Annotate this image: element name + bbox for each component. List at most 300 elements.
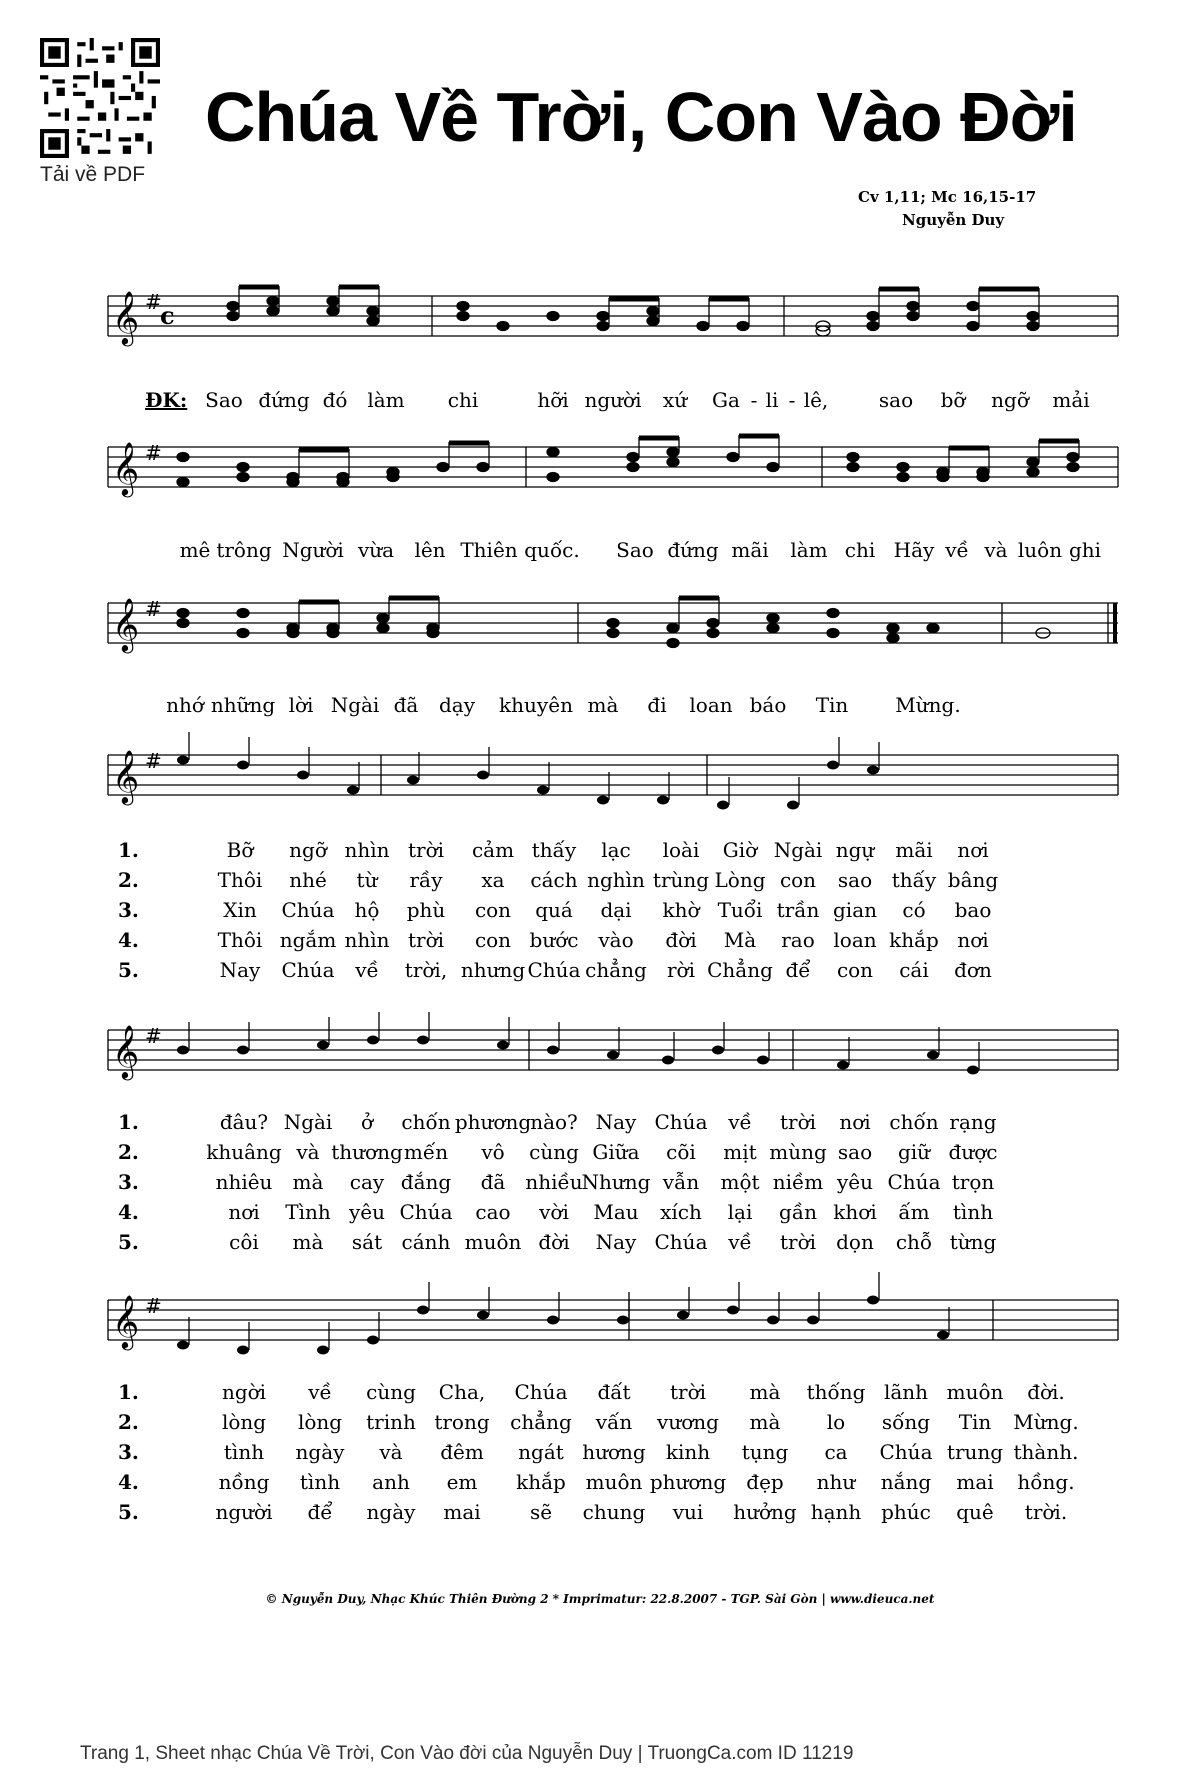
- lyric-syllable: em: [446, 1470, 478, 1494]
- note-head: [867, 1296, 879, 1305]
- verse-number: 5.: [118, 958, 139, 982]
- verse-1-lyrics: [108, 838, 1118, 868]
- lyric-syllable: đã: [393, 693, 419, 717]
- lyric-syllable: Giữa: [592, 1140, 640, 1164]
- lyric-syllable: mịt: [723, 1140, 757, 1164]
- verse-4-lyrics: [108, 1470, 1118, 1500]
- verse-number: 4.: [118, 928, 139, 952]
- lyric-syllable: -: [750, 388, 758, 412]
- note-head: [967, 1066, 979, 1075]
- lyric-syllable: nhìn: [344, 928, 390, 952]
- note-head: [177, 756, 189, 765]
- lyric-syllable: Giờ: [722, 838, 758, 862]
- lyric-syllable: mà: [749, 1410, 781, 1434]
- lyric-syllable: trời: [779, 1230, 817, 1254]
- lyric-syllable: vui: [672, 1500, 704, 1524]
- lyric-syllable: đất: [597, 1380, 631, 1404]
- lyric-syllable: khờ: [662, 898, 700, 922]
- verse-number: 3.: [118, 1170, 139, 1194]
- key-signature: #: [145, 290, 162, 314]
- lyric-syllable: mà: [292, 1170, 324, 1194]
- note-head: [237, 761, 249, 770]
- note-head: [597, 796, 609, 805]
- lyric-syllable: Chúa: [527, 958, 581, 982]
- note-head: [837, 1061, 849, 1070]
- lyric-syllable: nghìn: [587, 868, 645, 892]
- verse-2-lyrics: [108, 868, 1118, 898]
- note-head: [177, 1046, 189, 1055]
- lyric-syllable: lên: [414, 538, 446, 562]
- lyric-syllable: hồng.: [1017, 1470, 1075, 1494]
- lyric-syllable: mà: [587, 693, 619, 717]
- lyric-syllable: vừa: [357, 538, 395, 562]
- lyric-syllable: chẳng: [510, 1410, 572, 1434]
- lyric-syllable: Ngài: [283, 1110, 333, 1134]
- lyric-syllable: mai: [443, 1500, 481, 1524]
- note-head: [177, 1341, 189, 1350]
- lyric-syllable: Chúa: [879, 1440, 933, 1464]
- lyric-syllable: Thôi: [217, 868, 263, 892]
- lyric-syllable: một: [720, 1170, 760, 1194]
- time-signature: c: [160, 301, 175, 330]
- lyric-syllable: nhìn: [344, 838, 390, 862]
- lyric-syllable: làm: [367, 388, 405, 412]
- lyric-syllable: cánh: [401, 1230, 451, 1254]
- verse-number: 2.: [118, 868, 139, 892]
- lyric-syllable: rầy: [409, 868, 443, 892]
- lyric-syllable: bao: [954, 898, 992, 922]
- lyric-syllable: hưởng: [733, 1500, 797, 1524]
- verse-number: 3.: [118, 898, 139, 922]
- lyric-syllable: mến: [403, 1140, 449, 1164]
- note-head: [477, 1311, 489, 1320]
- lyric-syllable: quốc.: [524, 538, 580, 562]
- note-head: [537, 786, 549, 795]
- lyric-syllable: Chúa: [654, 1230, 708, 1254]
- lyric-syllable: tụng: [741, 1440, 789, 1464]
- lyric-syllable: bước: [529, 928, 579, 952]
- lyric-syllable: dại: [600, 898, 632, 922]
- note-head: [937, 1331, 949, 1340]
- note-head: [367, 1336, 379, 1345]
- lyric-syllable: Hãy: [893, 538, 935, 562]
- lyric-syllable: từ: [356, 868, 378, 892]
- verse-4-lyrics: [108, 1200, 1118, 1230]
- lyric-syllable: trời: [407, 838, 445, 862]
- note-head: [497, 1041, 509, 1050]
- lyric-syllable: Thôi: [217, 928, 263, 952]
- lyric-syllable: niềm: [772, 1170, 824, 1194]
- lyric-syllable: anh: [372, 1470, 410, 1494]
- lyric-syllable: Nhưng: [581, 1170, 651, 1194]
- lyric-syllable: gian: [832, 898, 878, 922]
- note-head: [757, 1056, 769, 1065]
- lyric-syllable: ngày: [366, 1500, 416, 1524]
- lyric-syllable: đơn: [954, 958, 992, 982]
- lyric-syllable: Tin: [815, 693, 849, 717]
- lyric-syllable: chỗ: [895, 1230, 933, 1254]
- lyric-syllable: từng: [949, 1230, 997, 1254]
- lyric-syllable: loan: [689, 693, 733, 717]
- lyric-syllable: Ngài: [773, 838, 823, 862]
- lyric-syllable: lạc: [601, 838, 631, 862]
- lyric-syllable: Mừng.: [1013, 1410, 1079, 1434]
- lyric-syllable: -: [788, 388, 796, 412]
- staff-system-verse-2: [108, 1020, 1118, 1080]
- staff-system-verse-1: [108, 745, 1118, 805]
- lyric-syllable: ngỡ: [991, 388, 1029, 412]
- verse-number: 5.: [118, 1500, 139, 1524]
- note-head: [867, 766, 879, 775]
- lyric-syllable: mãi: [731, 538, 769, 562]
- lyric-syllable: mà: [292, 1230, 324, 1254]
- lyric-syllable: bâng: [947, 868, 999, 892]
- lyric-syllable: Người: [282, 538, 344, 562]
- verse-number: 4.: [118, 1470, 139, 1494]
- lyric-syllable: trung: [946, 1440, 1004, 1464]
- verse-3-lyrics: [108, 898, 1118, 928]
- lyric-syllable: lòng: [221, 1410, 267, 1434]
- lyric-syllable: đó: [322, 388, 348, 412]
- lyric-syllable: con: [474, 928, 512, 952]
- lyric-syllable: lo: [826, 1410, 846, 1434]
- lyric-syllable: ngời: [221, 1380, 267, 1404]
- lyric-syllable: mải: [1052, 388, 1090, 412]
- treble-clef: 𝄞: [112, 1294, 140, 1348]
- lyric-syllable: dạy: [438, 693, 476, 717]
- verse-number: 2.: [118, 1410, 139, 1434]
- lyric-syllable: làm: [790, 538, 828, 562]
- lyric-syllable: trông: [216, 538, 272, 562]
- lyric-syllable: rạng: [949, 1110, 997, 1134]
- lyric-syllable: khuyên: [499, 693, 573, 717]
- lyric-syllable: Sao: [205, 388, 243, 412]
- lyric-syllable: trời: [779, 1110, 817, 1134]
- refrain-lyrics-line-3: [108, 693, 1118, 723]
- lyric-syllable: vẫn: [662, 1170, 700, 1194]
- lyric-syllable: về: [728, 1230, 752, 1254]
- note-head: [927, 1051, 939, 1060]
- verse-5-lyrics: [108, 1500, 1118, 1530]
- lyric-syllable: cay: [349, 1170, 385, 1194]
- lyric-syllable: mê: [179, 538, 211, 562]
- note-head: [717, 801, 729, 810]
- note-head: [237, 1046, 249, 1055]
- svg-text:𝄞: 𝄞: [112, 597, 140, 651]
- verse-number: 4.: [118, 1200, 139, 1224]
- lyric-syllable: Mau: [593, 1200, 639, 1224]
- refrain-lyrics-line-1: [108, 388, 1118, 418]
- lyric-syllable: và: [984, 538, 1008, 562]
- verse-number: 5.: [118, 1230, 139, 1254]
- lyric-syllable: sao: [837, 1140, 873, 1164]
- lyric-syllable: và: [379, 1440, 403, 1464]
- lyric-syllable: cao: [475, 1200, 511, 1224]
- note-head: [727, 1306, 739, 1315]
- lyric-syllable: muôn: [946, 1380, 1004, 1404]
- lyric-syllable: đắng: [400, 1170, 452, 1194]
- lyric-syllable: tình: [952, 1200, 994, 1224]
- lyric-syllable: Bỡ: [226, 838, 254, 862]
- lyric-syllable: cùng: [366, 1380, 416, 1404]
- lyric-syllable: Xin: [223, 898, 257, 922]
- lyric-syllable: cùng: [529, 1140, 579, 1164]
- lyric-syllable: loan: [833, 928, 877, 952]
- lyric-syllable: dọn: [836, 1230, 874, 1254]
- note-head: [677, 1311, 689, 1320]
- note-head: [367, 1036, 379, 1045]
- note-head: [547, 1046, 559, 1055]
- lyric-syllable: nơi: [957, 838, 989, 862]
- verse-5-lyrics: [108, 1230, 1118, 1260]
- lyric-syllable: hỡi: [537, 388, 569, 412]
- lyric-syllable: ấm: [898, 1200, 930, 1224]
- note-head: [477, 771, 489, 780]
- lyric-syllable: Mừng.: [895, 693, 961, 717]
- lyric-syllable: về: [728, 1110, 752, 1134]
- lyric-syllable: chốn: [401, 1110, 451, 1134]
- lyric-syllable: đứng: [667, 538, 719, 562]
- note-head: [317, 1041, 329, 1050]
- qr-code-icon[interactable]: [40, 38, 160, 158]
- lyric-syllable: ngỡ: [289, 838, 327, 862]
- staff-system-3: [108, 593, 1118, 653]
- lyric-syllable: vào: [598, 928, 634, 952]
- lyric-syllable: yêu: [836, 1170, 874, 1194]
- note-head: [297, 771, 309, 780]
- lyric-syllable: ngự: [835, 838, 875, 862]
- treble-clef: 𝄞: [112, 1024, 140, 1078]
- lyric-syllable: phương: [454, 1110, 532, 1134]
- lyric-syllable: đi: [647, 693, 667, 717]
- lyric-syllable: phúc: [881, 1500, 931, 1524]
- lyric-syllable: nơi: [957, 928, 989, 952]
- lyric-syllable: có: [902, 898, 926, 922]
- treble-clef: 𝄞: [112, 749, 140, 803]
- lyric-syllable: phù: [406, 898, 446, 922]
- lyric-syllable: hộ: [354, 898, 380, 922]
- note-head: [417, 1036, 429, 1045]
- lyric-syllable: kinh: [665, 1440, 711, 1464]
- lyric-syllable: giữ: [897, 1140, 931, 1164]
- lyric-syllable: nhiều: [525, 1170, 583, 1194]
- lyric-syllable: Thiên: [460, 538, 518, 562]
- lyric-syllable: Sao: [616, 538, 654, 562]
- qr-download-label[interactable]: Tải về PDF: [40, 163, 146, 186]
- lyric-syllable: ngát: [518, 1440, 564, 1464]
- lyric-syllable: quê: [956, 1500, 994, 1524]
- lyric-syllable: Mà: [723, 928, 757, 952]
- lyric-syllable: thống: [806, 1380, 866, 1404]
- lyric-syllable: đời.: [1027, 1380, 1065, 1404]
- note-head: [827, 761, 839, 770]
- lyric-syllable: vương: [657, 1410, 719, 1434]
- lyric-syllable: li: [765, 388, 779, 412]
- staff-system-2: [108, 437, 1118, 497]
- lyric-syllable: muôn: [585, 1470, 643, 1494]
- lyric-syllable: nào?: [530, 1110, 578, 1134]
- lyric-syllable: nhiêu: [215, 1170, 273, 1194]
- lyric-syllable: mai: [956, 1470, 994, 1494]
- lyric-syllable: đêm: [440, 1440, 484, 1464]
- verse-1-lyrics: [108, 1110, 1118, 1140]
- note-head: [347, 786, 359, 795]
- lyric-syllable: xa: [481, 868, 505, 892]
- staff-system-verse-3: [108, 1290, 1118, 1350]
- lyric-syllable: Chúa: [399, 1200, 453, 1224]
- lyric-syllable: để: [307, 1500, 333, 1524]
- lyric-syllable: xứ: [662, 388, 688, 412]
- lyric-syllable: cái: [899, 958, 929, 982]
- lyric-syllable: bỡ: [940, 388, 966, 412]
- lyric-syllable: quá: [535, 898, 573, 922]
- verse-4-lyrics: [108, 928, 1118, 958]
- svg-text:#: #: [145, 597, 162, 621]
- note-head: [607, 1051, 619, 1060]
- lyric-syllable: về: [355, 958, 379, 982]
- lyric-syllable: phương: [649, 1470, 727, 1494]
- scripture-reference: Cv 1,11; Mc 16,15-17: [858, 188, 1037, 206]
- lyric-syllable: chi: [844, 538, 876, 562]
- lyric-syllable: được: [948, 1140, 998, 1164]
- note-head: [317, 1346, 329, 1355]
- lyric-syllable: lời: [288, 693, 314, 717]
- verse-5-lyrics: [108, 958, 1118, 988]
- verse-2-lyrics: [108, 1140, 1118, 1170]
- note-head: [787, 801, 799, 810]
- lyric-syllable: trời.: [1024, 1500, 1068, 1524]
- lyric-syllable: muôn: [464, 1230, 522, 1254]
- lyric-syllable: đời: [665, 928, 697, 952]
- lyric-syllable: nắng: [880, 1470, 932, 1494]
- verse-number: 2.: [118, 1140, 139, 1164]
- lyric-syllable: lãnh: [883, 1380, 929, 1404]
- note-head: [237, 1346, 249, 1355]
- lyric-syllable: như: [816, 1470, 856, 1494]
- lyric-syllable: Nay: [219, 958, 261, 982]
- lyric-syllable: tình: [223, 1440, 265, 1464]
- key-signature: #: [145, 1024, 162, 1048]
- lyric-syllable: để: [785, 958, 811, 982]
- lyric-syllable: côi: [229, 1230, 259, 1254]
- lyric-syllable: nhé: [289, 868, 327, 892]
- lyric-syllable: trời,: [404, 958, 448, 982]
- lyric-syllable: đời: [538, 1230, 570, 1254]
- lyric-syllable: sao: [837, 868, 873, 892]
- lyric-syllable: Tin: [958, 1410, 992, 1434]
- svg-text:𝄞: 𝄞: [112, 441, 140, 495]
- lyric-syllable: cảm: [471, 838, 515, 862]
- lyric-syllable: về: [945, 538, 969, 562]
- verse-number: 1.: [118, 1110, 139, 1134]
- note-head: [407, 776, 419, 785]
- lyric-syllable: Cha,: [438, 1380, 486, 1404]
- lyric-syllable: vời: [539, 1200, 569, 1224]
- verse-number: 1.: [118, 838, 139, 862]
- svg-text:#: #: [145, 441, 162, 465]
- lyric-syllable: về: [308, 1380, 332, 1404]
- lyric-syllable: đẹp: [746, 1470, 784, 1494]
- note-head: [617, 1316, 629, 1325]
- lyric-syllable: khuâng: [206, 1140, 282, 1164]
- lyric-syllable: mà: [749, 1380, 781, 1404]
- lyric-syllable: trọn: [951, 1170, 995, 1194]
- copyright-line: © Nguyễn Duy, Nhạc Khúc Thiên Đường 2 * Imprimatur: 22.8.2007 - TGP. Sài Gòn | www.dieuca.net: [265, 1592, 935, 1606]
- lyric-syllable: khắp: [516, 1470, 566, 1494]
- lyric-syllable: trinh: [366, 1410, 416, 1434]
- note-head: [712, 1046, 724, 1055]
- lyric-syllable: người: [215, 1500, 273, 1524]
- verse-2-lyrics: [108, 1410, 1118, 1440]
- lyric-syllable: trời: [407, 928, 445, 952]
- lyric-syllable: hạnh: [810, 1500, 862, 1524]
- lyric-syllable: Ga: [712, 388, 740, 412]
- lyric-syllable: Tuổi: [717, 898, 763, 922]
- lyric-syllable: con: [836, 958, 874, 982]
- note-head: [417, 1306, 429, 1315]
- note-head: [662, 1056, 674, 1065]
- lyric-syllable: khắp: [889, 928, 939, 952]
- lyric-syllable: hương: [582, 1440, 646, 1464]
- lyric-syllable: trong: [434, 1410, 490, 1434]
- lyric-syllable: Tình: [285, 1200, 331, 1224]
- lyric-syllable: Chúa: [514, 1380, 568, 1404]
- lyric-syllable: người: [584, 388, 642, 412]
- lyric-syllable: Lòng: [714, 868, 766, 892]
- lyric-syllable: nồng: [218, 1470, 270, 1494]
- lyric-syllable: Ngài: [330, 693, 380, 717]
- lyric-syllable: chốn: [889, 1110, 939, 1134]
- lyric-syllable: yêu: [348, 1200, 386, 1224]
- lyric-syllable: cõi: [666, 1140, 696, 1164]
- lyric-syllable: trời: [669, 1380, 707, 1404]
- note-head: [657, 796, 669, 805]
- lyric-syllable: chung: [582, 1500, 646, 1524]
- lyric-syllable: nhớ: [166, 693, 204, 717]
- lyric-syllable: thấy: [531, 838, 577, 862]
- lyric-syllable: Chúa: [281, 958, 335, 982]
- lyric-syllable: vấn: [595, 1410, 633, 1434]
- lyric-syllable: cách: [530, 868, 578, 892]
- lyric-syllable: xích: [660, 1200, 702, 1224]
- lyric-syllable: nơi: [228, 1200, 260, 1224]
- verse-number: 3.: [118, 1440, 139, 1464]
- lyric-syllable: mùng: [769, 1140, 827, 1164]
- staff-system-1: [108, 286, 1118, 346]
- lyric-syllable: nhưng: [460, 958, 526, 982]
- note-head: [547, 1316, 559, 1325]
- lyric-syllable: sống: [881, 1410, 931, 1434]
- lyric-syllable: thương: [331, 1140, 403, 1164]
- lyric-syllable: chi: [447, 388, 479, 412]
- source-caption: Trang 1, Sheet nhạc Chúa Về Trời, Con Vào đời của Nguyễn Duy | TruongCa.com ID 11219: [80, 1743, 854, 1764]
- lyric-syllable: đứng: [258, 388, 310, 412]
- lyric-syllable: ghi: [1068, 538, 1102, 562]
- lyric-syllable: lòng: [297, 1410, 343, 1434]
- verse-3-lyrics: [108, 1440, 1118, 1470]
- lyric-syllable: Chúa: [654, 1110, 708, 1134]
- refrain-label: ĐK:: [145, 388, 188, 412]
- lyric-syllable: vô: [481, 1140, 505, 1164]
- verse-1-lyrics: [108, 1380, 1118, 1410]
- refrain-lyrics-line-2: [108, 538, 1118, 568]
- page-title: Chúa Về Trời, Con Vào Đời: [205, 78, 1077, 156]
- verse-3-lyrics: [108, 1170, 1118, 1200]
- note-head: [767, 1316, 779, 1325]
- key-signature: #: [145, 749, 162, 773]
- composer-name: Nguyễn Duy: [902, 211, 1005, 229]
- lyric-syllable: tình: [299, 1470, 341, 1494]
